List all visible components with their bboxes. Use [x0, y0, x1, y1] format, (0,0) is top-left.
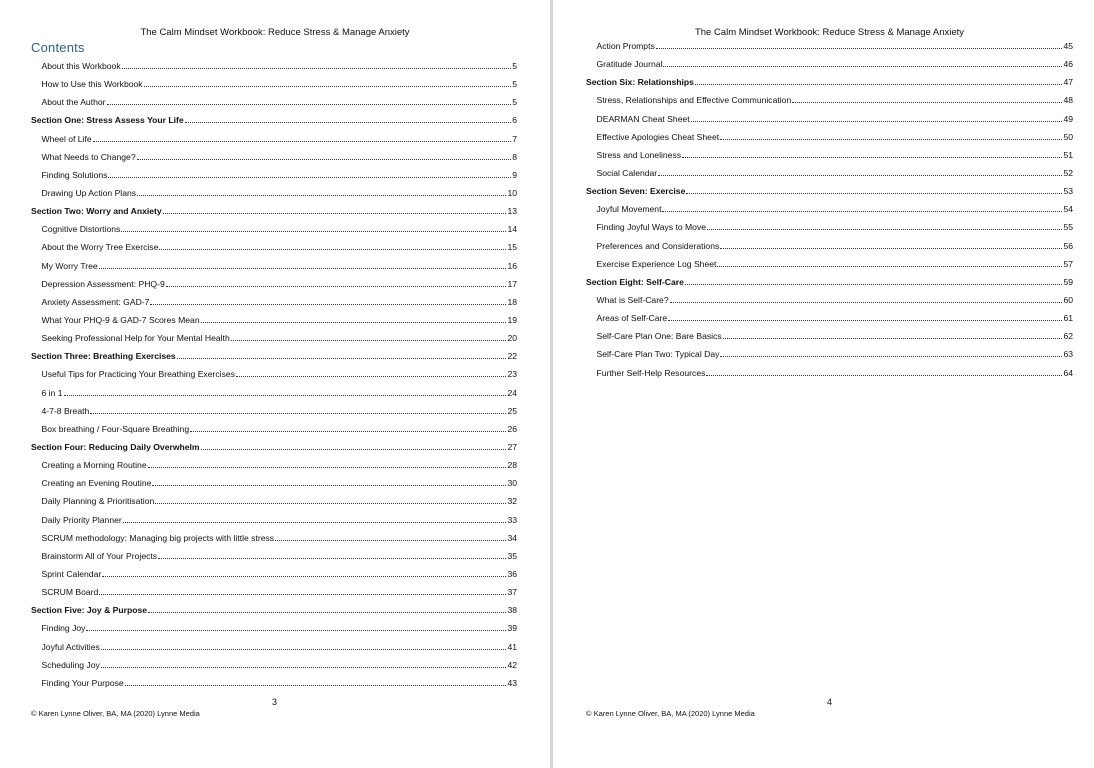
toc-entry-title: Depression Assessment: PHQ-9 — [41, 278, 165, 289]
dot-leader — [125, 674, 507, 686]
toc-entry-page: 47 — [1063, 77, 1073, 88]
toc-entry-title: What is Self-Care? — [596, 294, 669, 305]
toc-entry[interactable] — [31, 75, 517, 93]
toc-entry-title: Social Calendar — [596, 167, 658, 178]
dot-leader — [137, 184, 506, 196]
toc-entry-title: Stress and Loneliness — [596, 149, 682, 160]
toc-entry-title: Areas of Self-Care — [596, 313, 668, 324]
toc-entry[interactable] — [31, 130, 517, 148]
toc-entry-page: 10 — [507, 187, 517, 198]
toc-entry[interactable] — [31, 275, 517, 293]
toc-entry-page: 43 — [507, 677, 517, 688]
dot-leader — [144, 75, 512, 87]
toc-entry-page: 20 — [507, 333, 517, 344]
toc-entry[interactable] — [31, 402, 517, 420]
toc-section-entry[interactable] — [31, 601, 517, 619]
dot-leader — [185, 111, 512, 123]
toc-entry-title: Brainstorm All of Your Projects — [41, 550, 158, 561]
toc-entry[interactable] — [31, 93, 517, 111]
toc-entry-page: 37 — [507, 587, 517, 598]
toc-entry-page: 59 — [1063, 276, 1073, 287]
toc-entry-title: Stress, Relationships and Effective Communication — [596, 95, 792, 106]
toc-entry-page: 5 — [512, 61, 517, 71]
toc-entry[interactable] — [31, 384, 517, 402]
dot-leader — [691, 110, 1063, 122]
toc-entry[interactable] — [586, 291, 1073, 309]
toc-entry-page: 18 — [507, 296, 517, 307]
toc-entry[interactable] — [31, 220, 517, 238]
dot-leader — [121, 220, 506, 232]
toc-entry-title: Finding Your Purpose — [41, 677, 124, 688]
toc-section-entry[interactable] — [586, 182, 1073, 200]
dot-leader — [682, 146, 1062, 158]
toc-entry-page: 5 — [512, 97, 517, 108]
toc-entry-page: 55 — [1063, 222, 1073, 233]
dot-leader — [122, 57, 512, 69]
toc-entry[interactable] — [31, 257, 517, 275]
dot-leader — [166, 275, 507, 287]
toc-entry[interactable] — [586, 364, 1073, 382]
dot-leader — [99, 583, 506, 595]
toc-entry-page: 16 — [507, 260, 517, 271]
toc-entry-page: 38 — [507, 605, 517, 616]
dot-leader — [150, 293, 506, 305]
dot-leader — [137, 148, 512, 160]
toc-entry-title: Self-Care Plan One: Bare Basics — [596, 331, 722, 342]
dot-leader — [123, 511, 507, 523]
toc-entry-title: About the Worry Tree Exercise — [41, 242, 159, 253]
toc-entry-page: 13 — [507, 206, 517, 217]
toc-entry-title: Anxiety Assessment: GAD-7 — [41, 296, 150, 307]
dot-leader — [792, 91, 1062, 103]
toc-entry-title: How to Use this Workbook — [41, 79, 143, 90]
toc-entry-title: Drawing Up Action Plans — [41, 187, 137, 198]
dot-leader — [656, 37, 1063, 49]
dot-leader — [231, 329, 507, 341]
toc-entry-page: 15 — [507, 242, 517, 253]
running-header: The Calm Mindset Workbook: Reduce Stress & Manage Anxiety — [140, 27, 410, 38]
dot-leader — [236, 365, 506, 377]
toc-entry-title: Section Seven: Exercise — [586, 186, 686, 197]
toc-entry-page: 39 — [507, 623, 517, 634]
toc-entry-page: 52 — [1063, 167, 1073, 178]
toc-entry[interactable] — [31, 57, 517, 75]
dot-leader — [155, 492, 506, 504]
toc-entry-title: Section Five: Joy & Purpose — [31, 605, 148, 616]
toc-section-entry[interactable] — [31, 111, 517, 129]
dot-leader — [99, 257, 507, 269]
toc-entry-title: Wheel of Life — [41, 133, 92, 144]
toc-entry-page: 41 — [507, 641, 517, 652]
toc-entry-title: Creating an Evening Routine — [41, 478, 152, 489]
toc-entry-title: Finding Joy — [41, 623, 86, 634]
toc-entry-page: 27 — [507, 441, 517, 452]
toc-entry-title: SCRUM Board — [41, 587, 99, 598]
dot-leader — [90, 402, 506, 414]
toc-entry-title: Joyful Activities — [41, 641, 100, 652]
toc-entry[interactable] — [31, 184, 517, 202]
dot-leader — [201, 438, 507, 450]
toc-entry-title: Gratitude Journal — [596, 59, 663, 70]
dot-leader — [64, 384, 507, 396]
toc-entry-title: SCRUM methodology: Managing big projects with little stress — [41, 532, 275, 543]
toc-entry[interactable] — [586, 200, 1073, 218]
dot-leader — [148, 456, 507, 468]
running-header: The Calm Mindset Workbook: Reduce Stress & Manage Anxiety — [694, 27, 965, 38]
dot-leader — [707, 218, 1062, 230]
toc-section-entry[interactable] — [31, 438, 517, 456]
toc-entry[interactable] — [31, 547, 517, 565]
toc-entry[interactable] — [31, 674, 517, 692]
toc-entry[interactable] — [31, 638, 517, 656]
dot-leader — [163, 202, 507, 214]
toc-entry-title: About the Author — [41, 97, 106, 108]
toc-entry-page: 36 — [507, 568, 517, 579]
toc-entry[interactable] — [31, 583, 517, 601]
toc-entry[interactable] — [31, 420, 517, 438]
toc-entry-page: 6 — [512, 115, 517, 126]
toc-entry[interactable] — [31, 365, 517, 383]
toc-entry[interactable] — [586, 237, 1073, 255]
dot-leader — [101, 638, 507, 650]
dot-leader — [190, 420, 506, 432]
toc-entry-title: Scheduling Joy — [41, 659, 100, 670]
toc-entry[interactable] — [586, 218, 1073, 236]
dot-leader — [658, 164, 1062, 176]
toc-entry-page: 54 — [1063, 204, 1073, 215]
toc-entry-title: Further Self-Help Resources — [596, 367, 706, 378]
toc-entry-title: About this Workbook — [41, 61, 121, 71]
toc-entry[interactable] — [31, 329, 517, 347]
table-of-contents — [586, 37, 1073, 382]
toc-entry-page: 24 — [507, 387, 517, 398]
table-of-contents — [31, 57, 517, 692]
dot-leader — [723, 327, 1063, 339]
dot-leader — [668, 309, 1062, 321]
toc-entry-title: Finding Joyful Ways to Move — [596, 222, 707, 233]
toc-entry-page: 61 — [1063, 313, 1073, 324]
dot-leader — [108, 166, 511, 178]
toc-entry-page: 14 — [507, 224, 517, 235]
dot-leader — [695, 73, 1063, 85]
toc-entry[interactable] — [586, 164, 1073, 182]
toc-entry-title: DEARMAN Cheat Sheet — [596, 113, 690, 124]
toc-entry-title: Finding Solutions — [41, 169, 108, 180]
toc-section-entry[interactable] — [586, 73, 1073, 91]
dot-leader — [720, 237, 1062, 249]
toc-entry-page: 53 — [1063, 186, 1073, 197]
toc-entry-title: Section Eight: Self-Care — [586, 276, 684, 287]
toc-entry-page: 7 — [512, 133, 517, 144]
dot-leader — [717, 255, 1062, 267]
toc-entry-page: 45 — [1063, 41, 1073, 51]
toc-entry-page: 25 — [507, 405, 517, 416]
toc-section-entry[interactable] — [31, 202, 517, 220]
toc-entry[interactable] — [586, 345, 1073, 363]
toc-entry-title: Action Prompts — [596, 41, 655, 51]
dot-leader — [102, 565, 506, 577]
page-number: 3 — [272, 697, 278, 707]
toc-entry[interactable] — [31, 311, 517, 329]
toc-entry-title: Self-Care Plan Two: Typical Day — [596, 349, 720, 360]
toc-entry[interactable] — [31, 238, 517, 256]
toc-entry-page: 22 — [507, 351, 517, 362]
toc-entry-title: Section One: Stress Assess Your Life — [31, 115, 184, 126]
dot-leader — [86, 619, 506, 631]
toc-entry-page: 50 — [1063, 131, 1073, 142]
toc-entry[interactable] — [586, 91, 1073, 109]
toc-entry-page: 42 — [507, 659, 517, 670]
toc-entry-page: 8 — [512, 151, 517, 162]
toc-entry-page: 51 — [1063, 149, 1073, 160]
toc-entry-title: Section Two: Worry and Anxiety — [31, 206, 162, 217]
toc-entry-title: Effective Apologies Cheat Sheet — [596, 131, 720, 142]
toc-entry[interactable] — [586, 55, 1073, 73]
dot-leader — [177, 347, 507, 359]
toc-entry-page: 60 — [1063, 294, 1073, 305]
toc-entry-page: 32 — [507, 496, 517, 507]
toc-entry-title: Creating a Morning Routine — [41, 460, 147, 471]
toc-entry-title: What Your PHQ-9 & GAD-7 Scores Mean — [41, 314, 200, 325]
toc-entry[interactable] — [586, 309, 1073, 327]
dot-leader — [158, 547, 506, 559]
document-page-right — [553, 0, 1094, 768]
dot-leader — [148, 601, 506, 613]
dot-leader — [159, 238, 506, 250]
toc-entry-title: What Needs to Change? — [41, 151, 136, 162]
dot-leader — [706, 364, 1062, 376]
contents-heading: Contents — [31, 40, 85, 55]
toc-entry-page: 33 — [507, 514, 517, 525]
toc-entry-title: 4-7-8 Breath — [41, 405, 90, 416]
toc-entry[interactable] — [31, 293, 517, 311]
toc-entry-title: Seeking Professional Help for Your Mental Health — [41, 333, 230, 344]
toc-entry-title: Box breathing / Four-Square Breathing — [41, 423, 190, 434]
toc-section-entry[interactable] — [31, 347, 517, 365]
footer-credit: © Karen Lynne Oliver, BA, MA (2020) Lynne Media — [586, 709, 755, 718]
dot-leader — [152, 474, 506, 486]
dot-leader — [670, 291, 1063, 303]
toc-entry[interactable] — [586, 327, 1073, 345]
toc-entry[interactable] — [31, 511, 517, 529]
toc-entry-page: 48 — [1063, 95, 1073, 106]
toc-entry-title: Joyful Movement — [596, 204, 662, 215]
toc-entry-title: Preferences and Considerations — [596, 240, 720, 251]
dot-leader — [686, 182, 1062, 194]
toc-entry[interactable] — [586, 146, 1073, 164]
dot-leader — [685, 273, 1063, 285]
toc-entry[interactable] — [31, 166, 517, 184]
toc-entry[interactable] — [31, 529, 517, 547]
toc-entry-page: 30 — [507, 478, 517, 489]
toc-entry-page: 64 — [1063, 367, 1073, 378]
toc-entry-page: 49 — [1063, 113, 1073, 124]
toc-entry-title: Section Three: Breathing Exercises — [31, 351, 176, 362]
toc-entry-page: 5 — [512, 79, 517, 90]
toc-entry[interactable] — [31, 565, 517, 583]
toc-entry-page: 23 — [507, 369, 517, 380]
dot-leader — [107, 93, 512, 105]
toc-entry[interactable] — [31, 474, 517, 492]
toc-entry-title: Section Four: Reducing Daily Overwhelm — [31, 441, 200, 452]
toc-section-entry[interactable] — [586, 273, 1073, 291]
dot-leader — [201, 311, 507, 323]
toc-entry-title: Section Six: Relationships — [586, 77, 694, 88]
toc-entry-page: 9 — [512, 169, 517, 180]
toc-entry-page: 56 — [1063, 240, 1073, 251]
toc-entry-page: 62 — [1063, 331, 1073, 342]
toc-entry[interactable] — [586, 37, 1073, 55]
dot-leader — [275, 529, 506, 541]
toc-entry[interactable] — [31, 492, 517, 510]
toc-entry-title: Sprint Calendar — [41, 568, 102, 579]
toc-entry[interactable] — [586, 128, 1073, 146]
dot-leader — [663, 55, 1062, 67]
toc-entry-page: 63 — [1063, 349, 1073, 360]
toc-entry-title: Daily Planning & Prioritisation — [41, 496, 155, 507]
toc-entry-page: 34 — [507, 532, 517, 543]
toc-entry-page: 26 — [507, 423, 517, 434]
page-number: 4 — [827, 697, 833, 707]
toc-entry[interactable] — [586, 110, 1073, 128]
toc-entry-page: 17 — [507, 278, 517, 289]
toc-entry-page: 57 — [1063, 258, 1073, 269]
toc-entry[interactable] — [31, 456, 517, 474]
toc-entry-page: 46 — [1063, 59, 1073, 70]
toc-entry-page: 28 — [507, 460, 517, 471]
dot-leader — [101, 656, 507, 668]
toc-entry-title: Useful Tips for Practicing Your Breathing Exercises — [41, 369, 235, 380]
toc-entry-title: My Worry Tree — [41, 260, 98, 271]
dot-leader — [720, 345, 1062, 357]
toc-entry[interactable] — [31, 619, 517, 637]
toc-entry[interactable] — [31, 656, 517, 674]
dot-leader — [662, 200, 1062, 212]
toc-entry-title: Cognitive Distortions — [41, 224, 121, 235]
toc-entry-page: 19 — [507, 314, 517, 325]
toc-entry-title: Daily Priority Planner — [41, 514, 122, 525]
toc-entry-page: 35 — [507, 550, 517, 561]
toc-entry-title: 6 in 1 — [41, 387, 63, 398]
toc-entry-title: Exercise Experience Log Sheet — [596, 258, 717, 269]
dot-leader — [720, 128, 1062, 140]
toc-entry[interactable] — [31, 148, 517, 166]
toc-entry[interactable] — [586, 255, 1073, 273]
footer-credit: © Karen Lynne Oliver, BA, MA (2020) Lynne Media — [31, 709, 200, 718]
dot-leader — [93, 130, 512, 142]
